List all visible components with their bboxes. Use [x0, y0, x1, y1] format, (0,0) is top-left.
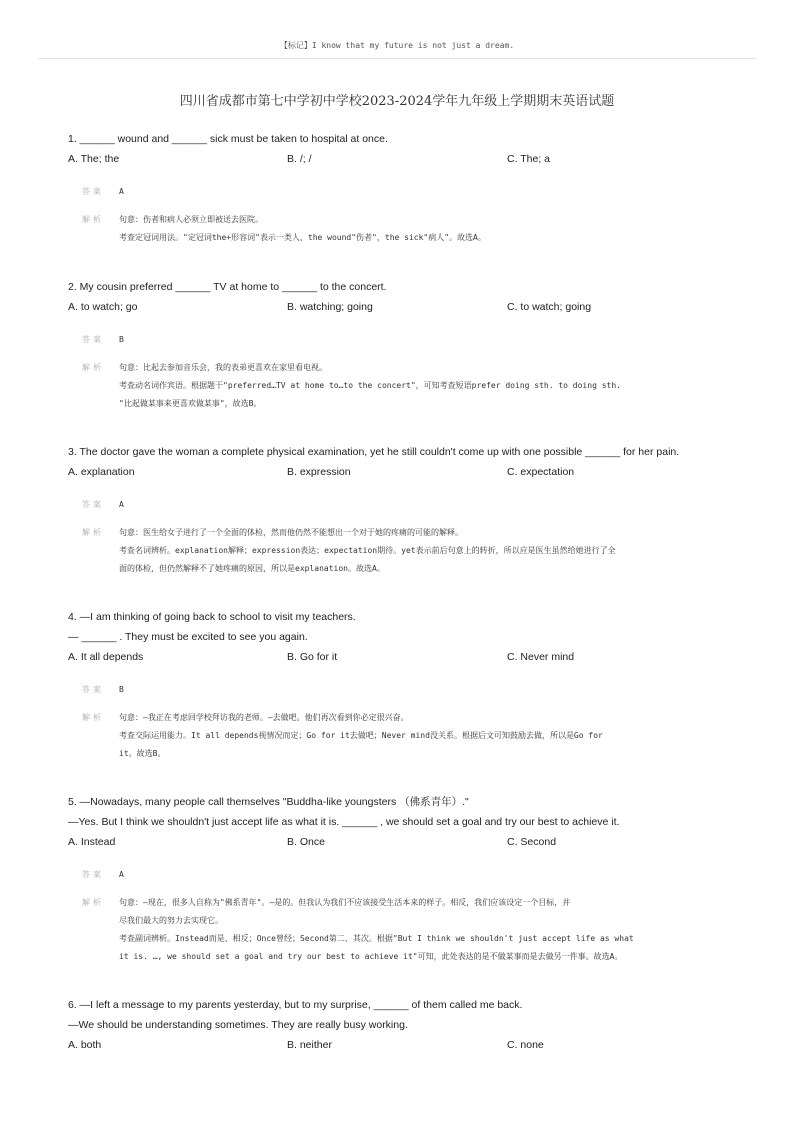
- answer-row: [68, 496, 748, 514]
- analysis-line: 考查副词辨析。Instead而是、相反；Once曾经；Second第二、其次。根据"But I think we shouldn't just accept life as what: [119, 934, 634, 943]
- option-a: A. It all depends: [68, 651, 144, 663]
- option-a: A. The; the: [68, 153, 120, 165]
- analysis-line: 考查名词辨析。explanation解释；expression表达；expectation期待。yet表示前后句意上的转折，所以应是医生虽然给她进行了全: [119, 546, 616, 555]
- option-b: B. neither: [287, 1039, 332, 1051]
- analysis-line: 考查动名词作宾语。根据题干"preferred…TV at home to…to the concert"，可知考查短语prefer doing sth. to doing sth.: [119, 381, 621, 390]
- analysis-line: 句意：伤者和病人必须立即被送去医院。: [119, 215, 263, 224]
- analysis-label: 解析: [82, 363, 104, 372]
- answer-label: 答案: [82, 685, 104, 694]
- option-c: C. expectation: [507, 466, 575, 478]
- answer-row: [68, 866, 748, 884]
- analysis-block: [68, 211, 748, 247]
- analysis-line: 面的体检，但仍然解释不了她疼痛的原因，所以是explanation。故选A。: [119, 564, 385, 573]
- question-stem: —Yes. But I think we shouldn't just accept life as what it is. ______ , we should set a goal and try our best to achieve it.: [68, 816, 620, 828]
- option-c: C. Never mind: [507, 651, 575, 663]
- answer-label: 答案: [82, 187, 104, 196]
- question-1: [68, 129, 748, 247]
- analysis-label: 解析: [82, 713, 104, 722]
- option-b: B. expression: [287, 466, 351, 478]
- question-stem: 4. —I am thinking of going back to school to visit my teachers.: [68, 611, 356, 623]
- options-row: [68, 832, 748, 852]
- question-5: [68, 792, 748, 966]
- analysis-line: 句意：比起去参加音乐会，我的表弟更喜欢在家里看电视。: [119, 363, 327, 372]
- options-row: [68, 462, 748, 482]
- analysis-line: 句意：—现在，很多人自称为"佛系青年"。—是的。但我认为我们不应该接受生活本来的样子。相反，我们应该设定一个目标，并: [119, 898, 571, 907]
- question-6: [68, 995, 748, 1055]
- question-3: [68, 442, 748, 578]
- option-b: B. /; /: [287, 153, 312, 165]
- option-a: A. both: [68, 1039, 102, 1051]
- options-row: [68, 1035, 748, 1055]
- option-c: C. The; a: [507, 153, 550, 165]
- answer-value: A: [119, 500, 124, 509]
- question-stem: —We should be understanding sometimes. They are really busy working.: [68, 1019, 408, 1031]
- question-stem: 1. ______ wound and ______ sick must be taken to hospital at once.: [68, 133, 388, 145]
- options-row: [68, 647, 748, 667]
- option-a: A. Instead: [68, 836, 116, 848]
- question-stem: — ______ . They must be excited to see you again.: [68, 631, 308, 643]
- question-stem: 2. My cousin preferred ______ TV at home to ______ to the concert.: [68, 281, 387, 293]
- analysis-line: 考查定冠词用法。"定冠词the+形容词"表示一类人，the wound"伤者"，the sick"病人"。故选A。: [119, 233, 486, 242]
- options-row: [68, 297, 748, 317]
- analysis-line: 考查交际运用能力。It all depends视情况而定；Go for it去做吧；Never mind没关系。根据后文可知鼓励去做，所以是Go for: [119, 731, 603, 740]
- option-b: B. Go for it: [287, 651, 338, 663]
- answer-row: [68, 331, 748, 349]
- question-stem: 6. —I left a message to my parents yesterday, but to my surprise, ______ of them called me back.: [68, 999, 523, 1011]
- option-c: C. to watch; going: [507, 301, 592, 313]
- analysis-line: "比起做某事来更喜欢做某事"，故选B。: [119, 399, 262, 408]
- option-a: A. to watch; go: [68, 301, 138, 313]
- answer-row: [68, 183, 748, 201]
- analysis-line: it is. …, we should set a goal and try our best to achieve it"可知，此处表达的是不做某事而是去做另一件事。故选A。: [119, 952, 623, 961]
- answer-row: [68, 681, 748, 699]
- option-b: B. watching; going: [287, 301, 373, 313]
- answer-value: B: [119, 685, 124, 694]
- analysis-block: [68, 709, 748, 763]
- option-c: C. none: [507, 1039, 544, 1051]
- analysis-label: 解析: [82, 215, 104, 224]
- analysis-block: [68, 359, 748, 413]
- option-a: A. explanation: [68, 466, 135, 478]
- options-row: [68, 149, 748, 169]
- question-4: [68, 607, 748, 763]
- analysis-block: [68, 524, 748, 578]
- answer-label: 答案: [82, 335, 104, 344]
- analysis-line: 句意：—我正在考虑回学校拜访我的老师。—去做吧。他们再次看到你必定很兴奋。: [119, 713, 409, 722]
- analysis-label: 解析: [82, 898, 104, 907]
- option-c: C. Second: [507, 836, 557, 848]
- question-stem: 5. —Nowadays, many people call themselves "Buddha-like youngsters （佛系青年）.": [68, 796, 469, 808]
- question-2: [68, 277, 748, 413]
- answer-value: A: [119, 870, 124, 879]
- header-divider: [38, 58, 756, 59]
- option-b: B. Once: [287, 836, 325, 848]
- answer-value: B: [119, 335, 124, 344]
- answer-label: 答案: [82, 870, 104, 879]
- analysis-line: 尽我们最大的努力去实现它。: [119, 916, 223, 925]
- answer-value: A: [119, 187, 124, 196]
- answer-label: 答案: [82, 500, 104, 509]
- header-note: 【标记】I know that my future is not just a dream.: [279, 41, 515, 50]
- analysis-line: it。故选B。: [119, 749, 166, 758]
- question-stem: 3. The doctor gave the woman a complete physical examination, yet he still couldn't come up with one possible ______ for her pain.: [68, 446, 680, 458]
- analysis-line: 句意：医生给女子进行了一个全面的体检，然而他仍然不能想出一个对于她的疼痛的可能的解释。: [119, 528, 463, 537]
- analysis-label: 解析: [82, 528, 104, 537]
- analysis-block: [68, 894, 748, 966]
- document-title: 四川省成都市第七中学初中学校2023-2024学年九年级上学期期末英语试题: [179, 94, 615, 109]
